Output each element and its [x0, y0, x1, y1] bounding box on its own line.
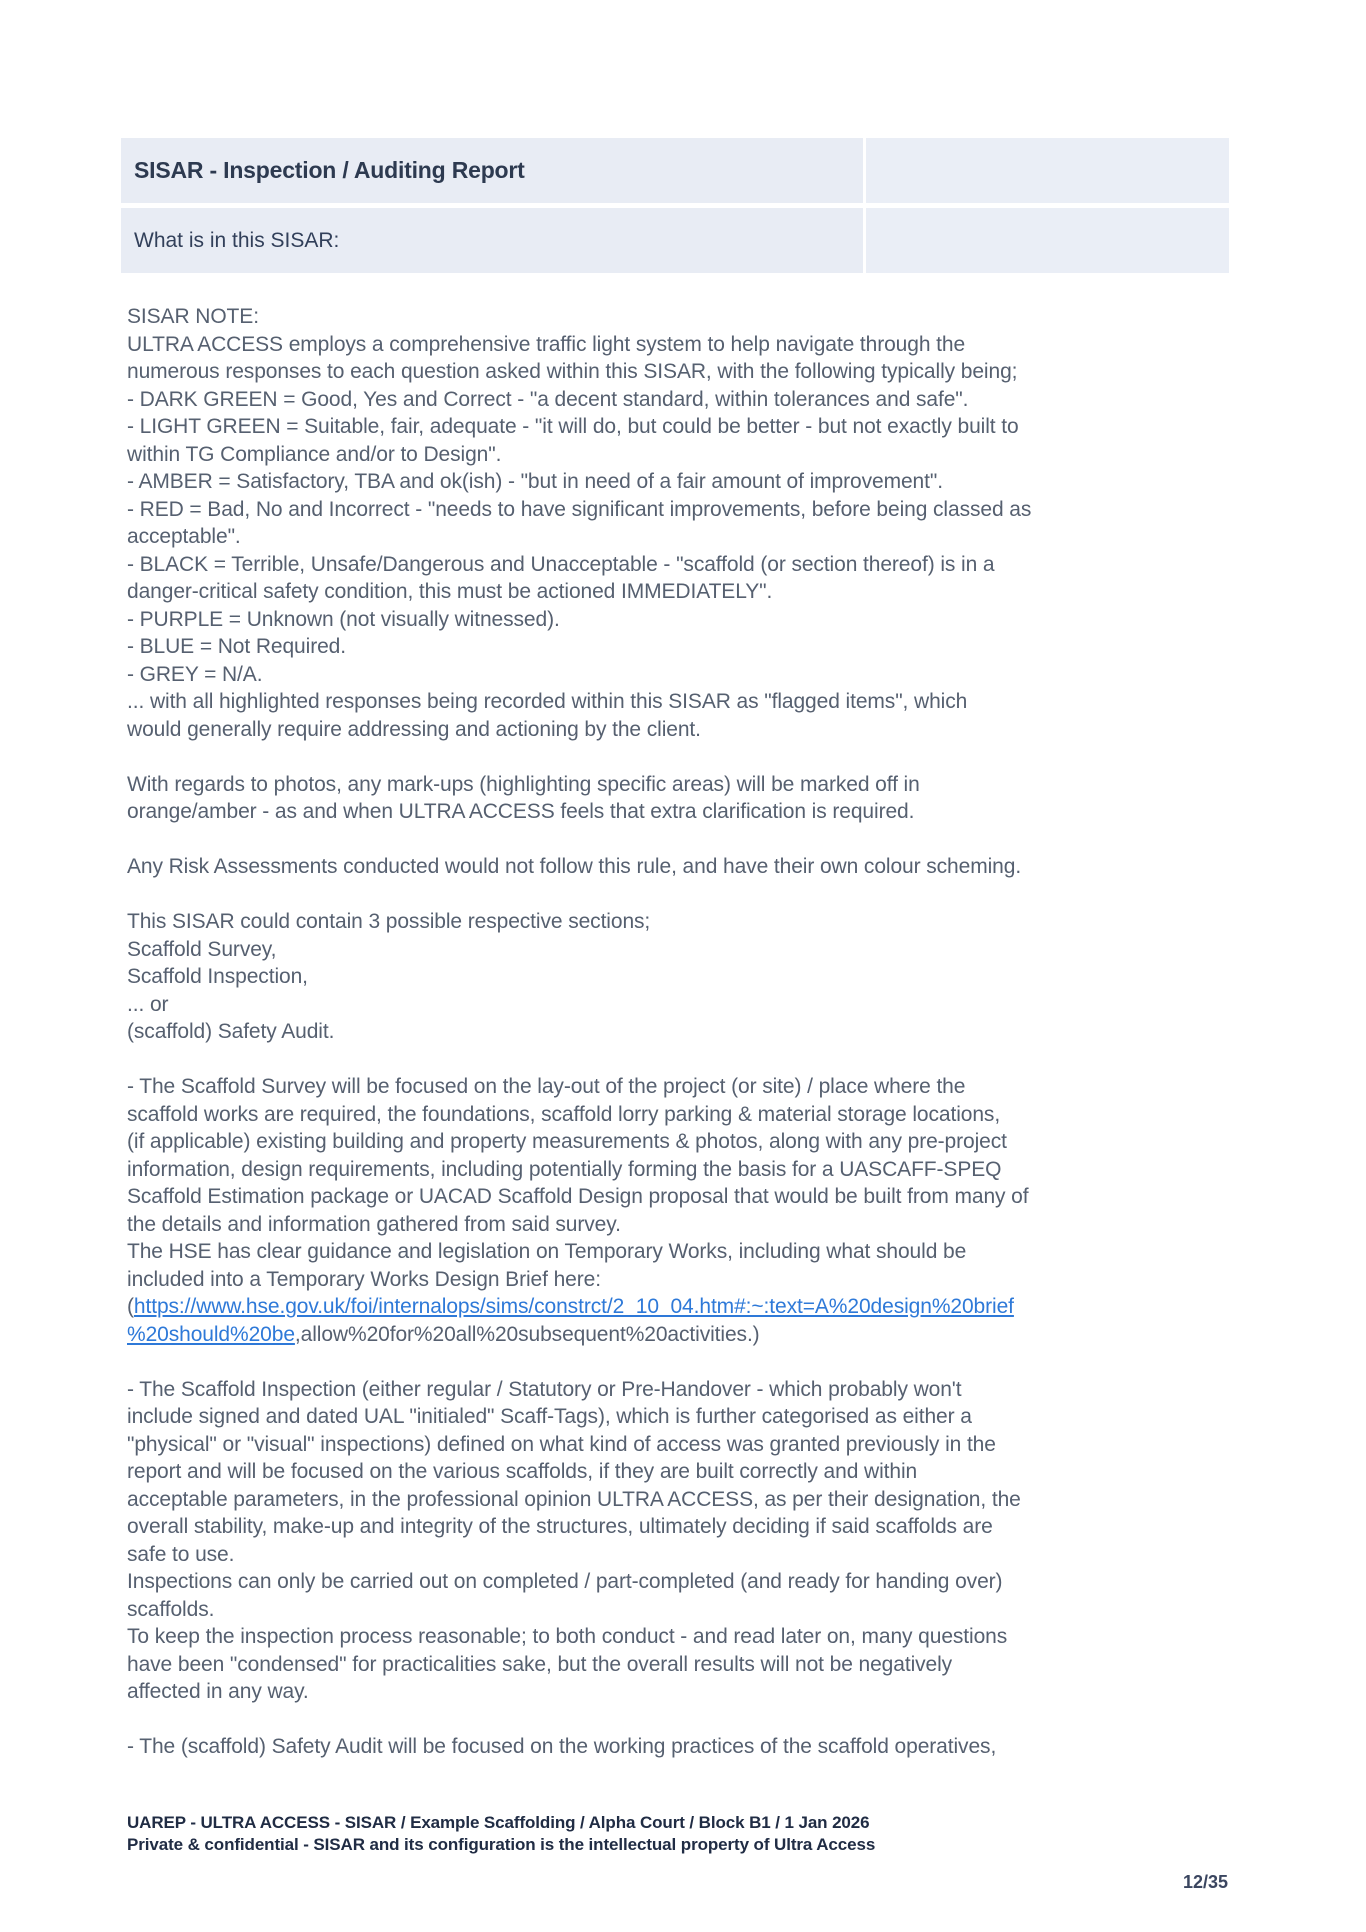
section-heading-side-cell [866, 208, 1229, 273]
text-line: Inspections can only be carried out on completed / part-completed (and ready for handing over) [127, 1570, 1003, 1593]
text-line: - The Scaffold Inspection (either regular / Statutory or Pre-Handover - which probably won't [127, 1377, 962, 1401]
paragraph [127, 853, 1232, 881]
text-line: orange/amber - as and when ULTRA ACCESS feels that extra clarification is required. [127, 800, 915, 823]
footer-line-1: UAREP - ULTRA ACCESS - SISAR / Example Scaffolding / Alpha Court / Block B1 / 1 Jan 2026 [127, 1813, 870, 1832]
text-line: Any Risk Assessments conducted would not follow this rule, and have their own colour scheming. [127, 855, 1022, 878]
text-line: scaffolds. [127, 1597, 215, 1621]
report-title-bar [121, 138, 1229, 203]
text-line: included into a Temporary Works Design Brief here: [127, 1267, 601, 1291]
paragraph [127, 771, 1232, 826]
text-line: overall stability, make-up and integrity of the structures, ultimately deciding if said scaffolds are [127, 1515, 993, 1538]
text-line: ULTRA ACCESS employs a comprehensive traffic light system to help navigate through the [127, 332, 966, 356]
body-text [127, 303, 1232, 1761]
text-line: would generally require addressing and actioning by the client. [127, 717, 701, 741]
text-line: the details and information gathered from said survey. [127, 1212, 621, 1236]
text-line: report and will be focused on the various scaffolds, if they are built correctly and within [127, 1460, 918, 1483]
text-line: acceptable parameters, in the professional opinion ULTRA ACCESS, as per their designation, the [127, 1487, 1021, 1511]
text-line: - RED = Bad, No and Incorrect - "needs to have significant improvements, before being classed as [127, 497, 1032, 521]
text-line: - DARK GREEN = Good, Yes and Correct - "a decent standard, within tolerances and safe". [127, 387, 969, 411]
text-line: numerous responses to each question asked within this SISAR, with the following typically being; [127, 360, 1018, 383]
hse-temporary-works-link[interactable]: https://www.hse.gov.uk/foi/internalops/sims/constrct/2_10_04.htm#:~:text=A%20design%20brief [133, 1295, 1014, 1318]
text-line: - BLACK = Terrible, Unsafe/Dangerous and Unacceptable - "scaffold (or section thereof) is in a [127, 552, 995, 576]
text-line: Scaffold Inspection, [127, 965, 308, 988]
text-segment: ( [127, 1295, 134, 1318]
text-line: - The (scaffold) Safety Audit will be focused on the working practices of the scaffold operatives, [127, 1735, 997, 1758]
text-line: - PURPLE = Unknown (not visually witnessed). [127, 607, 560, 631]
text-line: To keep the inspection process reasonable; to both conduct - and read later on, many questions [127, 1625, 1008, 1648]
paragraph [127, 303, 1232, 743]
paragraph [127, 1376, 1232, 1706]
text-line: - GREY = N/A. [127, 662, 263, 686]
text-line: - AMBER = Satisfactory, TBA and ok(ish) - "but in need of a fair amount of improvement". [127, 470, 943, 493]
hse-temporary-works-link[interactable]: %20should%20be [127, 1322, 295, 1346]
text-line: acceptable". [127, 525, 241, 548]
text-line: danger-critical safety condition, this must be actioned IMMEDIATELY". [127, 580, 773, 603]
text-line: - BLUE = Not Required. [127, 635, 346, 658]
text-line: "physical" or "visual" inspections) defined on what kind of access was granted previously in the [127, 1432, 996, 1456]
text-line: include signed and dated UAL "initialed" Scaff-Tags), which is further categorised as either a [127, 1405, 972, 1428]
text-line: within TG Compliance and/or to Design". [127, 442, 502, 466]
text-line: With regards to photos, any mark-ups (highlighting specific areas) will be marked off in [127, 772, 920, 796]
text-line: (if applicable) existing building and property measurements & photos, along with any pre-project [127, 1130, 1007, 1153]
report-title-side-cell [866, 138, 1229, 203]
text-line: safe to use. [127, 1542, 235, 1566]
text-line: The HSE has clear guidance and legislation on Temporary Works, including what should be [127, 1240, 967, 1263]
text-line [127, 1321, 1232, 1349]
page-footer [127, 1812, 875, 1855]
section-heading-bar [121, 208, 1229, 273]
text-line: (scaffold) Safety Audit. [127, 1020, 335, 1043]
text-line: have been "condensed" for practicalities sake, but the overall results will not be negatively [127, 1652, 953, 1676]
report-title-cell [121, 138, 863, 203]
page-number: 12/35 [1182, 1872, 1228, 1892]
paragraph [127, 1733, 1232, 1761]
text-line: Scaffold Estimation package or UACAD Scaffold Design proposal that would be built from many of [127, 1185, 1029, 1208]
text-segment: ,allow%20for%20all%20subsequent%20activities.) [294, 1322, 760, 1346]
text-line: - The Scaffold Survey will be focused on the lay-out of the project (or site) / place where the [127, 1075, 966, 1098]
text-line: Scaffold Survey, [127, 937, 277, 961]
report-title: SISAR - Inspection / Auditing Report [134, 157, 525, 183]
text-line: ... or [127, 992, 169, 1016]
paragraph [127, 1073, 1232, 1348]
section-heading-cell [121, 208, 863, 273]
text-line: - LIGHT GREEN = Suitable, fair, adequate - "it will do, but could be better - but not exactly built to [127, 415, 1019, 438]
paragraph [127, 908, 1232, 1046]
text-line: affected in any way. [127, 1680, 309, 1703]
text-line: information, design requirements, including potentially forming the basis for a UASCAFF-SPEQ [127, 1157, 1002, 1181]
section-heading: What is in this SISAR: [134, 228, 340, 252]
text-line: SISAR NOTE: [127, 305, 259, 328]
text-line: This SISAR could contain 3 possible respective sections; [127, 910, 651, 933]
footer-line-2: Private & confidential - SISAR and its configuration is the intellectual property of Ultra Access [127, 1834, 876, 1854]
text-line: scaffold works are required, the foundations, scaffold lorry parking & material storage locations, [127, 1102, 1001, 1126]
text-line: ... with all highlighted responses being recorded within this SISAR as "flagged items", which [127, 690, 968, 713]
text-line [127, 1293, 1232, 1321]
